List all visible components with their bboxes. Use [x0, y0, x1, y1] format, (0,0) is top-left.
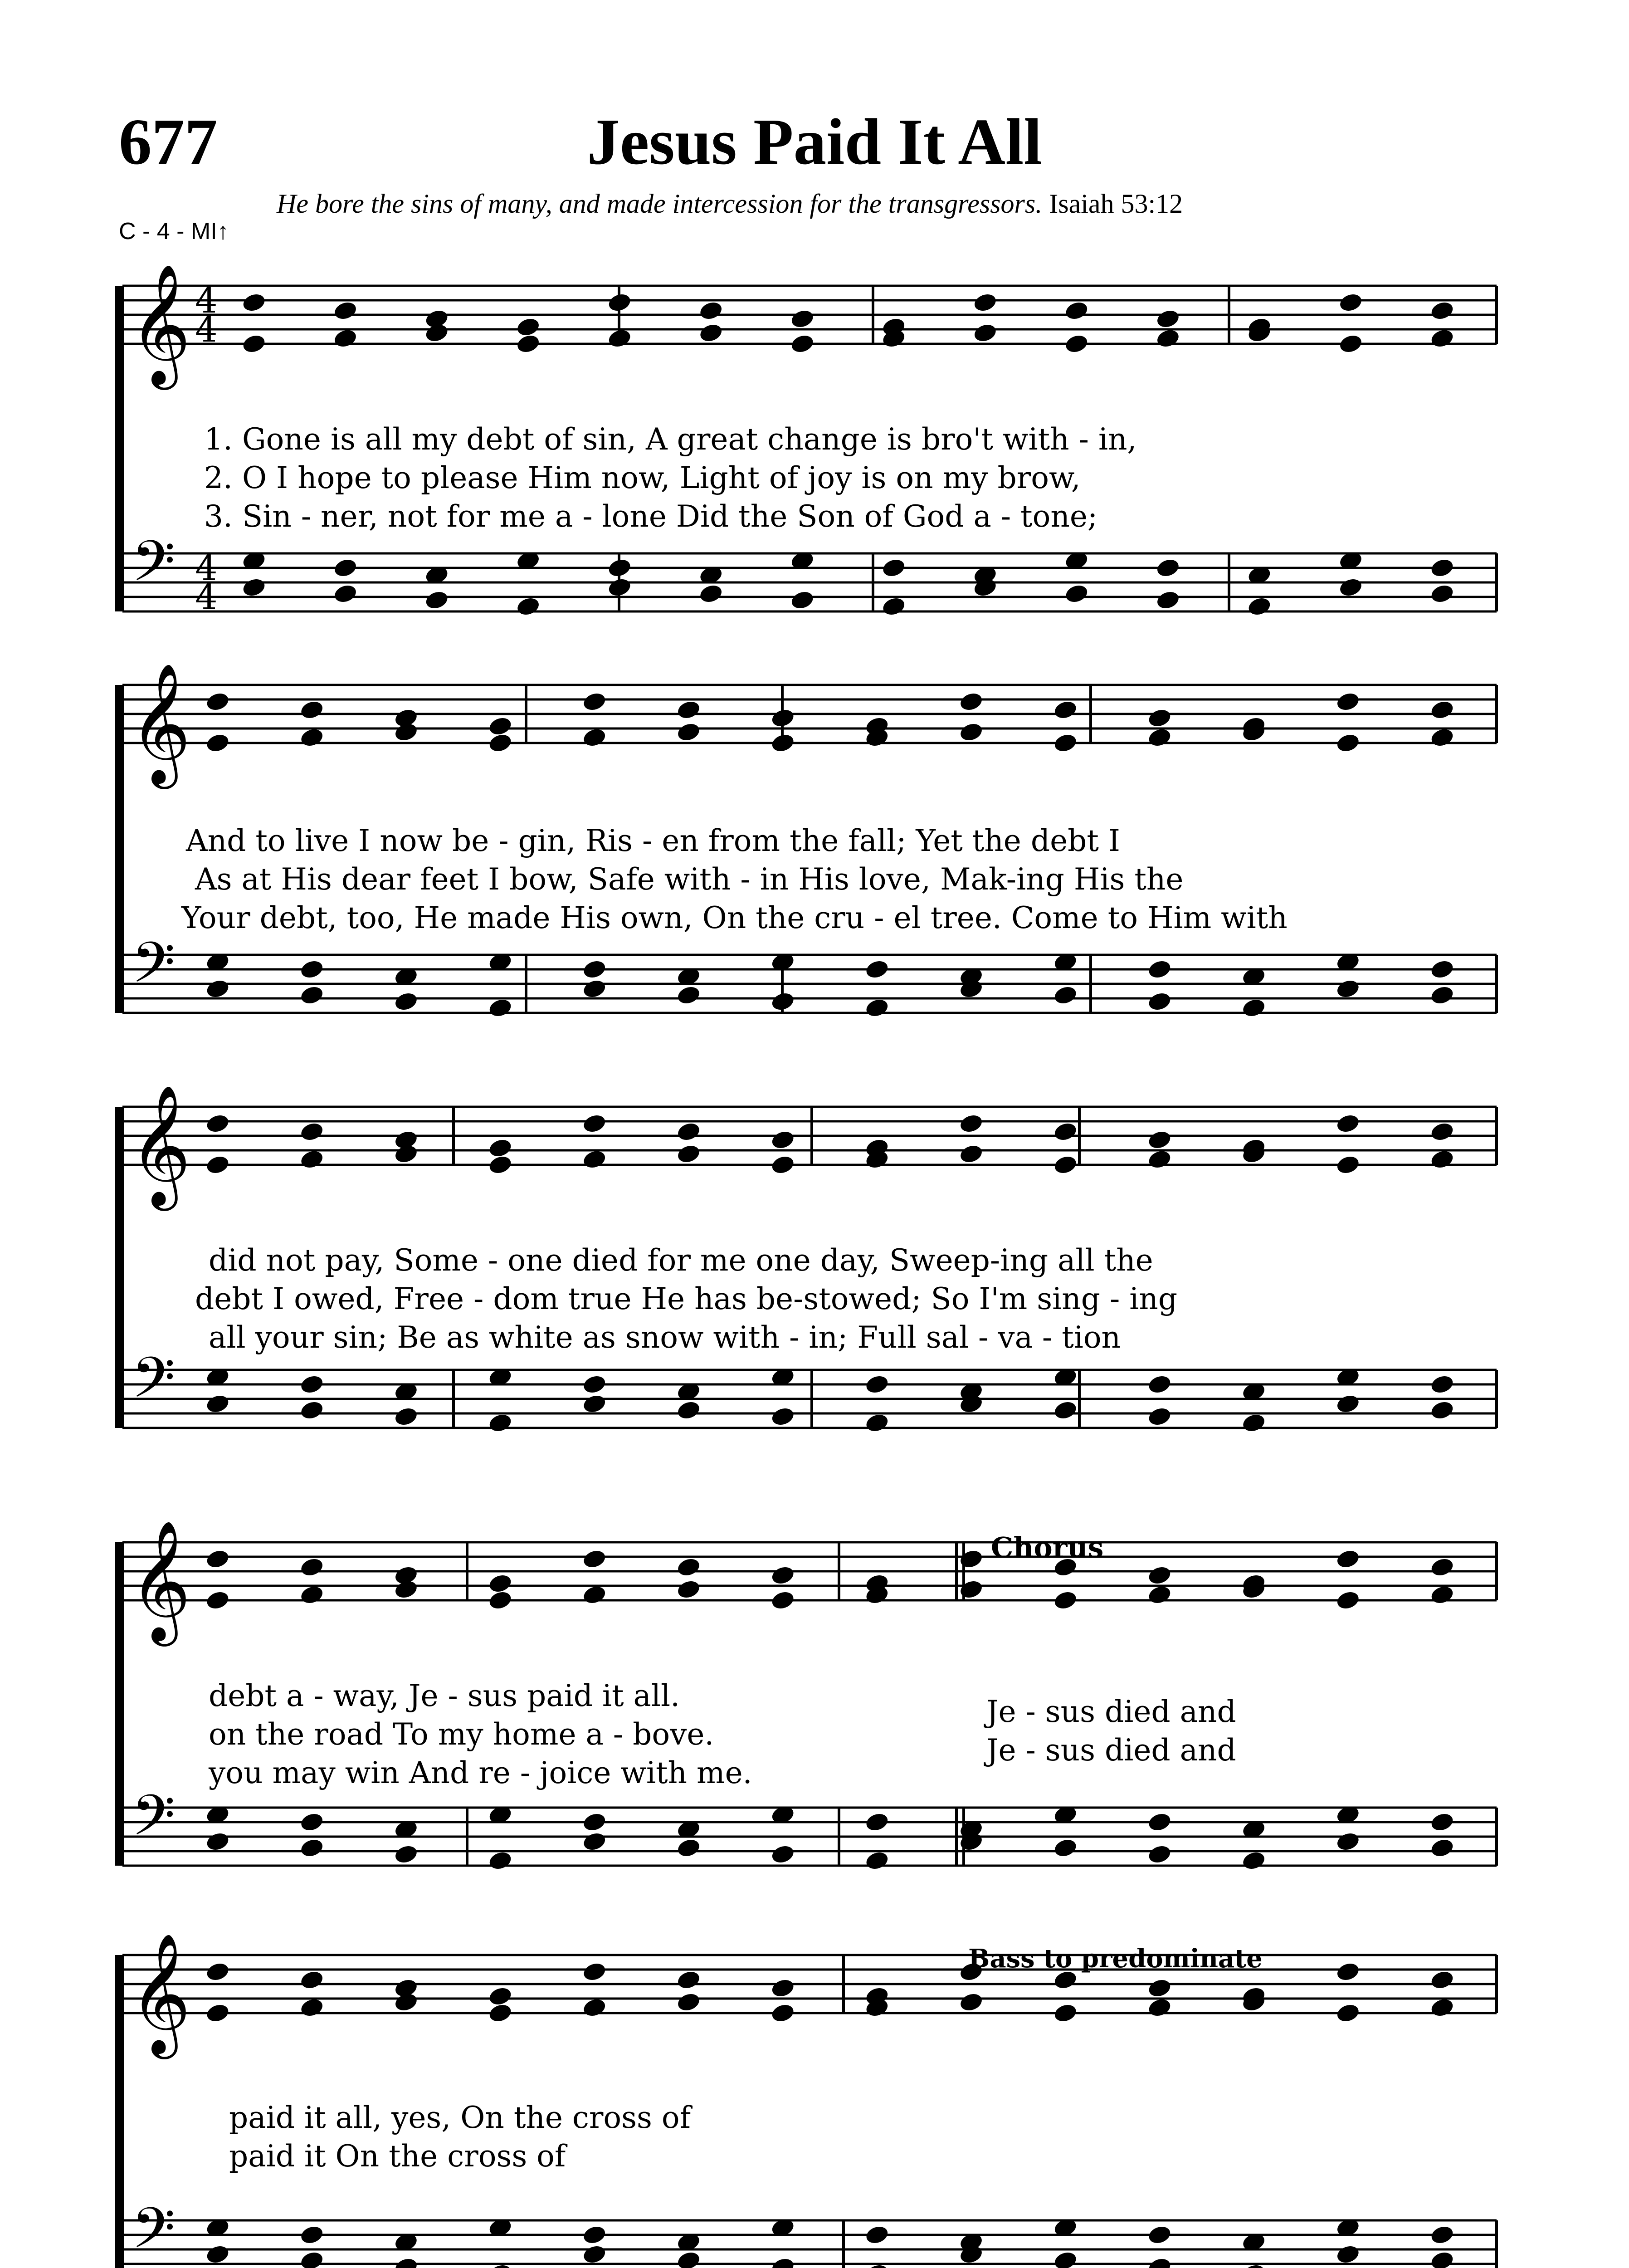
- note-tenor-2-4: [581, 1374, 607, 1395]
- note-bass-1-13: [1429, 984, 1455, 1006]
- treble-clef-4: 𝄞: [129, 1933, 191, 2054]
- note-bass-3-2: [393, 1843, 419, 1865]
- verse-reference: Isaiah 53:12: [1049, 189, 1183, 219]
- note-bass-2-6: [770, 1406, 796, 1427]
- note-alto-3-8: [958, 1579, 984, 1600]
- note-treble-0-0: [241, 292, 267, 313]
- note-treble-4-13: [1429, 1969, 1455, 1991]
- note-heads: [205, 292, 1455, 2268]
- note-bass-3-1: [299, 1837, 325, 1859]
- note-alto-3-13: [1429, 1584, 1455, 1606]
- chorus-lyric-line-2: Je - sus died and: [986, 1733, 1236, 1768]
- note-treble-4-5: [676, 1969, 702, 1991]
- time-sig-treble-top: 4: [195, 280, 218, 321]
- note-tenor-0-1: [332, 557, 358, 579]
- note-bass-2-12: [1335, 1393, 1361, 1415]
- note-treble-1-5: [676, 699, 702, 721]
- note-treble-3-13: [1429, 1556, 1455, 1578]
- note-tenor-1-4: [581, 958, 607, 980]
- note-alto-0-2: [424, 322, 450, 344]
- note-alto-1-12: [1335, 732, 1361, 754]
- note-bass-2-1: [299, 1399, 325, 1421]
- note-alto-1-3: [488, 732, 513, 754]
- lyric-line-s1-v3: 3. Sin - ner, not for me a - lone Did the Son of God a - tone;: [204, 499, 1098, 534]
- note-bass-3-0: [205, 1831, 231, 1853]
- note-bass-0-5: [698, 583, 724, 605]
- note-tenor-3-13: [1429, 1811, 1455, 1833]
- note-alto-3-0: [205, 1589, 231, 1611]
- note-treble-1-8: [958, 691, 984, 713]
- note-bass-2-2: [393, 1406, 419, 1427]
- note-treble-1-4: [581, 691, 607, 713]
- lyric-line-s3-v3: all your sin; Be as white as snow with - in; Full sal - va - tion: [209, 1320, 1121, 1355]
- bass-clef-3: 𝄢: [132, 1783, 176, 1862]
- note-treble-0-8: [972, 292, 998, 313]
- note-treble-4-1: [299, 1969, 325, 1991]
- note-treble-3-6: [770, 1564, 796, 1586]
- note-treble-0-13: [1429, 300, 1455, 322]
- note-bass-4-0: [205, 2244, 231, 2265]
- note-bass-0-9: [1063, 583, 1089, 605]
- note-bass-2-9: [1053, 1399, 1078, 1421]
- note-bass-4-5: [676, 2250, 702, 2268]
- note-treble-3-0: [205, 1548, 231, 1570]
- note-alto-2-2: [393, 1143, 419, 1165]
- note-bass-1-12: [1335, 978, 1361, 1000]
- note-tenor-2-1: [299, 1374, 325, 1395]
- note-bass-3-11: [1241, 1850, 1267, 1872]
- note-treble-3-4: [581, 1548, 607, 1570]
- note-bass-2-4: [581, 1393, 607, 1415]
- note-alto-0-10: [1155, 327, 1181, 349]
- note-treble-0-12: [1338, 292, 1364, 313]
- note-alto-0-0: [241, 333, 267, 355]
- lyric-line-s2-v3: Your debt, too, He made His own, On the cru - el tree. Come to Him with: [181, 900, 1288, 935]
- note-treble-2-4: [581, 1113, 607, 1134]
- note-tenor-0-13: [1429, 557, 1455, 579]
- note-alto-0-9: [1063, 333, 1089, 355]
- note-treble-3-1: [299, 1556, 325, 1578]
- note-tenor-3-10: [1147, 1811, 1173, 1833]
- note-tenor-4-4: [581, 2224, 607, 2246]
- note-tenor-1-1: [299, 958, 325, 980]
- lyric-line-s4-v3: you may win And re - joice with me.: [209, 1755, 752, 1790]
- note-treble-0-3: [515, 316, 541, 338]
- note-bass-4-2: [393, 2256, 419, 2268]
- note-alto-2-12: [1335, 1154, 1361, 1176]
- note-alto-1-13: [1429, 727, 1455, 748]
- note-bass-1-9: [1053, 984, 1078, 1006]
- note-alto-0-12: [1338, 333, 1364, 355]
- time-sig-bass-top: 4: [195, 548, 218, 589]
- note-bass-0-13: [1429, 583, 1455, 605]
- note-treble-2-8: [958, 1113, 984, 1134]
- treble-clef-2: 𝄞: [129, 1085, 191, 1206]
- note-bass-4-4: [581, 2244, 607, 2265]
- note-treble-1-6: [770, 707, 796, 729]
- note-bass-1-11: [1241, 997, 1267, 1019]
- time-sig-treble-bottom: 4: [195, 309, 218, 350]
- note-bass-4-12: [1335, 2244, 1361, 2265]
- note-treble-3-10: [1147, 1564, 1173, 1586]
- note-alto-2-8: [958, 1143, 984, 1165]
- note-alto-4-4: [581, 1997, 607, 2019]
- note-tenor-1-7: [864, 958, 890, 980]
- note-bass-0-3: [515, 596, 541, 617]
- note-tenor-4-13: [1429, 2224, 1455, 2246]
- note-treble-0-6: [790, 308, 815, 330]
- note-treble-2-12: [1335, 1113, 1361, 1134]
- note-bass-3-7: [864, 1850, 890, 1872]
- note-bass-2-3: [488, 1412, 513, 1434]
- note-bass-3-9: [1053, 1837, 1078, 1859]
- note-tenor-2-7: [864, 1374, 890, 1395]
- note-treble-1-0: [205, 691, 231, 713]
- note-alto-4-1: [299, 1997, 325, 2019]
- note-bass-1-2: [393, 991, 419, 1012]
- note-alto-3-9: [1053, 1589, 1078, 1611]
- lyric-line-s1-v2: 2. O I hope to please Him now, Light of joy is on my brow,: [204, 460, 1081, 495]
- note-treble-1-9: [1053, 699, 1078, 721]
- note-bass-2-11: [1241, 1412, 1267, 1434]
- note-treble-3-8: [958, 1548, 984, 1570]
- note-bass-0-7: [881, 596, 907, 617]
- lyric-line-s3-v1: did not pay, Some - one died for me one day, Sweep-ing all the: [209, 1243, 1153, 1278]
- lyric-line-s4-v2: on the road To my home a - bove.: [209, 1717, 714, 1752]
- note-bass-1-6: [770, 991, 796, 1012]
- note-bass-0-6: [790, 589, 815, 611]
- note-tenor-4-7: [864, 2224, 890, 2246]
- note-bass-1-10: [1147, 991, 1173, 1012]
- note-treble-2-6: [770, 1129, 796, 1151]
- note-bass-4-13: [1429, 2250, 1455, 2268]
- bass-clef-0: 𝄢: [132, 529, 176, 608]
- note-tenor-1-13: [1429, 958, 1455, 980]
- note-tenor-0-7: [881, 557, 907, 579]
- note-treble-4-0: [205, 1961, 231, 1983]
- note-bass-0-0: [241, 577, 267, 598]
- note-alto-0-13: [1429, 327, 1455, 349]
- bass-clef-4: 𝄢: [132, 2196, 176, 2268]
- note-alto-4-2: [393, 1991, 419, 2013]
- note-treble-1-3: [488, 715, 513, 737]
- note-alto-2-4: [581, 1149, 607, 1170]
- note-bass-3-13: [1429, 1837, 1455, 1859]
- treble-clef-3: 𝄞: [129, 1520, 191, 1641]
- lyric-line-s4-v1: debt a - way, Je - sus paid it all.: [209, 1678, 680, 1713]
- chorus-label: Chorus: [991, 1531, 1104, 1564]
- note-treble-0-10: [1155, 308, 1181, 330]
- note-bass-0-1: [332, 583, 358, 605]
- note-bass-3-10: [1147, 1843, 1173, 1865]
- note-tenor-3-4: [581, 1811, 607, 1833]
- key-info: C - 4 - MI↑: [119, 218, 229, 244]
- note-alto-0-1: [332, 327, 358, 349]
- note-alto-1-4: [581, 727, 607, 748]
- note-alto-1-6: [770, 732, 796, 754]
- note-treble-4-3: [488, 1985, 513, 2007]
- note-alto-3-5: [676, 1579, 702, 1600]
- note-bass-2-7: [864, 1412, 890, 1434]
- note-bass-0-11: [1247, 596, 1273, 617]
- note-bass-3-12: [1335, 1831, 1361, 1853]
- note-alto-2-13: [1429, 1149, 1455, 1170]
- note-treble-1-12: [1335, 691, 1361, 713]
- note-bass-1-3: [488, 997, 513, 1019]
- note-tenor-2-13: [1429, 1374, 1455, 1395]
- note-treble-3-12: [1335, 1548, 1361, 1570]
- bass-clef-1: 𝄢: [132, 930, 176, 1009]
- note-treble-0-1: [332, 300, 358, 322]
- lyric-line-s2-v2: As at His dear feet I bow, Safe with - in His love, Mak-ing His the: [195, 862, 1184, 897]
- note-treble-3-5: [676, 1556, 702, 1578]
- note-treble-1-13: [1429, 699, 1455, 721]
- note-alto-2-0: [205, 1154, 231, 1176]
- chorus-lyric-line-1: Je - sus died and: [986, 1694, 1236, 1729]
- note-treble-3-3: [488, 1573, 513, 1594]
- treble-clef-1: 𝄞: [129, 663, 191, 784]
- note-alto-1-0: [205, 732, 231, 754]
- note-alto-1-9: [1053, 732, 1078, 754]
- note-alto-4-5: [676, 1991, 702, 2013]
- note-bass-2-10: [1147, 1406, 1173, 1427]
- bass-clef-2: 𝄢: [132, 1345, 176, 1424]
- note-tenor-3-7: [864, 1811, 890, 1833]
- lyric-line-s1-v1: 1. Gone is all my debt of sin, A great change is bro't with - in,: [204, 422, 1137, 457]
- hymn-title: Jesus Paid It All: [587, 106, 1042, 178]
- note-treble-2-9: [1053, 1121, 1078, 1143]
- lyric-line-s5-v2: paid it On the cross of: [229, 2139, 566, 2174]
- note-tenor-4-10: [1147, 2224, 1173, 2246]
- note-alto-4-9: [1053, 2002, 1078, 2024]
- clefs: [129, 264, 218, 2268]
- note-bass-4-1: [299, 2250, 325, 2268]
- note-treble-2-3: [488, 1137, 513, 1159]
- note-alto-3-6: [770, 1589, 796, 1611]
- verse-text: He bore the sins of many, and made intercession for the transgressors.: [277, 189, 1043, 219]
- note-alto-1-10: [1147, 727, 1173, 748]
- note-tenor-1-10: [1147, 958, 1173, 980]
- note-treble-2-10: [1147, 1129, 1173, 1151]
- note-bass-3-5: [676, 1837, 702, 1859]
- note-bass-2-13: [1429, 1399, 1455, 1421]
- note-alto-1-8: [958, 721, 984, 743]
- note-alto-3-1: [299, 1584, 325, 1606]
- note-bass-3-6: [770, 1843, 796, 1865]
- note-treble-4-12: [1335, 1961, 1361, 1983]
- note-alto-0-6: [790, 333, 815, 355]
- note-alto-2-1: [299, 1149, 325, 1170]
- note-bass-1-5: [676, 984, 702, 1006]
- note-bass-1-7: [864, 997, 890, 1019]
- lyric-line-s2-v1: And to live I now be - gin, Ris - en from the fall; Yet the debt I: [186, 823, 1120, 858]
- note-treble-2-1: [299, 1121, 325, 1143]
- note-treble-4-6: [770, 1977, 796, 1999]
- note-alto-3-3: [488, 1589, 513, 1611]
- note-alto-3-2: [393, 1579, 419, 1600]
- note-bass-0-10: [1155, 589, 1181, 611]
- note-alto-4-8: [958, 1991, 984, 2013]
- note-bass-4-9: [1053, 2250, 1078, 2268]
- note-alto-2-10: [1147, 1149, 1173, 1170]
- note-bass-0-2: [424, 589, 450, 611]
- lyric-line-s3-v2: debt I owed, Free - dom true He has be-stowed; So I'm sing - ing: [195, 1281, 1178, 1316]
- note-bass-1-1: [299, 984, 325, 1006]
- note-alto-0-3: [515, 333, 541, 355]
- note-bass-2-5: [676, 1399, 702, 1421]
- note-tenor-2-10: [1147, 1374, 1173, 1395]
- note-bass-4-10: [1147, 2256, 1173, 2268]
- note-tenor-0-10: [1155, 557, 1181, 579]
- note-alto-4-0: [205, 2002, 231, 2024]
- note-treble-4-10: [1147, 1977, 1173, 1999]
- note-alto-4-6: [770, 2002, 796, 2024]
- note-treble-0-4: [607, 292, 633, 313]
- bass-predominate-note: Bass to predominate: [968, 1944, 1263, 1974]
- note-alto-1-1: [299, 727, 325, 748]
- note-alto-4-13: [1429, 1997, 1455, 2019]
- note-tenor-4-1: [299, 2224, 325, 2246]
- note-alto-2-3: [488, 1154, 513, 1176]
- note-treble-1-1: [299, 699, 325, 721]
- note-treble-1-10: [1147, 707, 1173, 729]
- note-alto-1-5: [676, 721, 702, 743]
- note-alto-0-5: [698, 322, 724, 344]
- note-bass-3-3: [488, 1850, 513, 1872]
- note-alto-3-10: [1147, 1584, 1173, 1606]
- note-alto-2-6: [770, 1154, 796, 1176]
- hymn-number: 677: [119, 106, 218, 178]
- note-treble-4-4: [581, 1961, 607, 1983]
- note-bass-0-4: [607, 577, 633, 598]
- note-treble-2-5: [676, 1121, 702, 1143]
- note-alto-2-9: [1053, 1154, 1078, 1176]
- time-sig-bass-bottom: 4: [195, 577, 218, 618]
- note-alto-3-12: [1335, 1589, 1361, 1611]
- note-treble-0-5: [698, 300, 724, 322]
- note-bass-3-4: [581, 1831, 607, 1853]
- note-alto-4-10: [1147, 1997, 1173, 2019]
- note-alto-4-12: [1335, 2002, 1361, 2024]
- note-treble-2-0: [205, 1113, 231, 1134]
- note-bass-2-0: [205, 1393, 231, 1415]
- note-alto-4-3: [488, 2002, 513, 2024]
- note-alto-1-2: [393, 721, 419, 743]
- note-treble-0-9: [1063, 300, 1089, 322]
- treble-clef-0: 𝄞: [129, 264, 191, 385]
- note-bass-0-12: [1338, 577, 1364, 598]
- note-alto-3-4: [581, 1584, 607, 1606]
- note-bass-4-6: [770, 2256, 796, 2268]
- note-alto-0-8: [972, 322, 998, 344]
- note-tenor-3-1: [299, 1811, 325, 1833]
- note-bass-1-4: [581, 978, 607, 1000]
- note-alto-0-4: [607, 327, 633, 349]
- note-bass-1-0: [205, 978, 231, 1000]
- note-tenor-0-4: [607, 557, 633, 579]
- lyric-line-s5-v1: paid it all, yes, On the cross of: [229, 2100, 691, 2135]
- note-treble-2-13: [1429, 1121, 1455, 1143]
- note-alto-2-5: [676, 1143, 702, 1165]
